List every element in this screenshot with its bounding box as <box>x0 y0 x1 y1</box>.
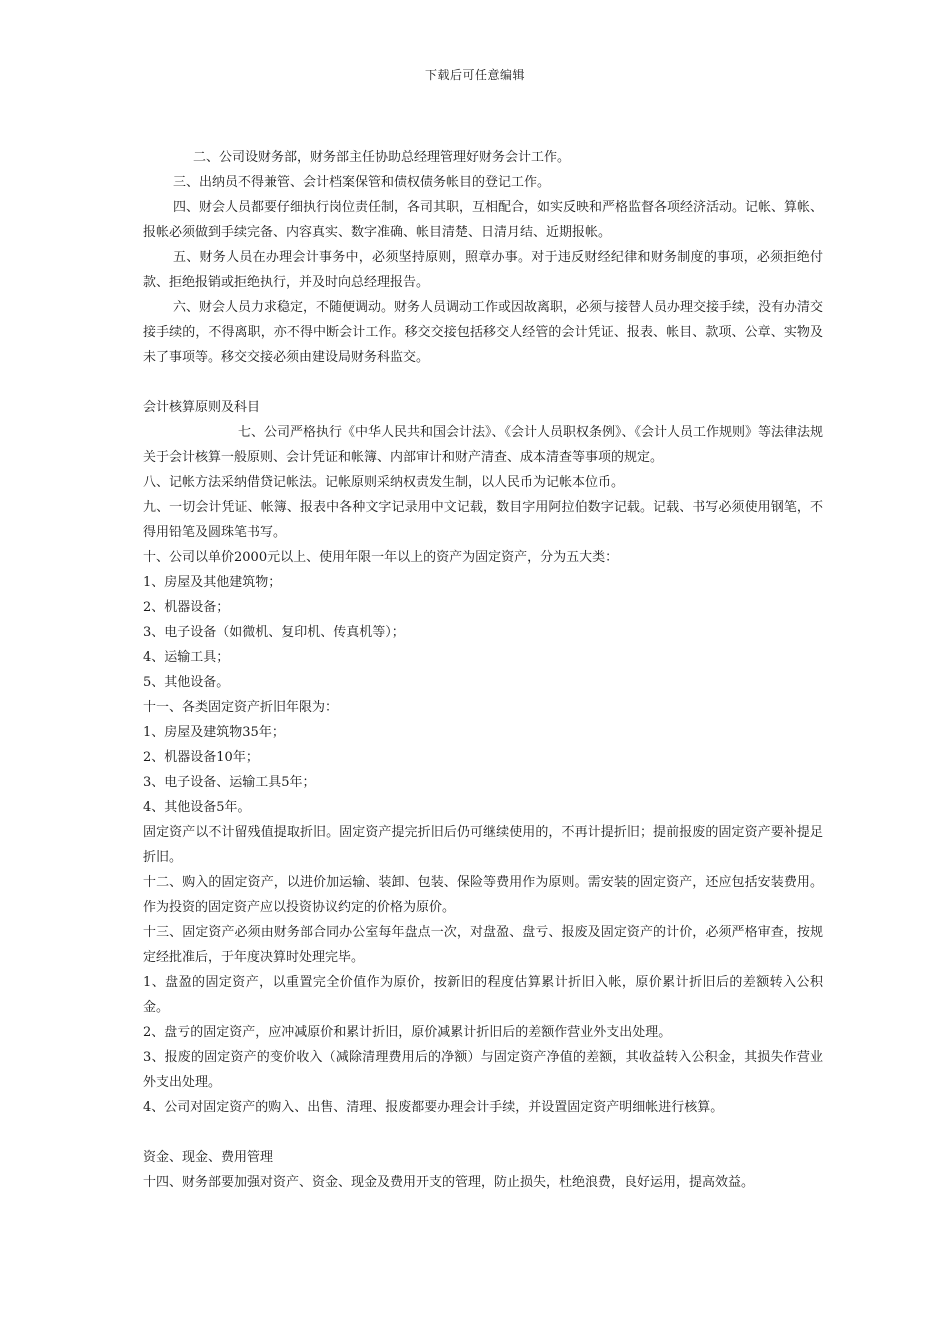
list-item: 3、电子设备（如微机、复印机、传真机等）； <box>143 625 405 640</box>
list-item: 4、公司对固定资产的购入、出售、清理、报废都要办理会计手续，并设置固定资产明细帐进行核算。 <box>143 1100 724 1115</box>
list-item: 2、机器设备； <box>143 600 230 615</box>
list-item: 2、盘亏的固定资产，应冲减原价和累计折旧，原价减累计折旧后的差额作营业外支出处理。 <box>143 1025 672 1040</box>
paragraph-5: 五、财务人员在办理会计事务中，必须坚持原则，照章办事。对于违反财经纪律和财务制度的事项，必须拒绝付款、拒绝报销或拒绝执行，并及时向总经理报告。 <box>143 250 823 290</box>
paragraph-6: 六、财会人员力求稳定，不随便调动。财务人员调动工作或因故离职，必须与接替人员办理交接手续，没有办清交接手续的，不得离职，亦不得中断会计工作。移交交接包括移交人经管的会计凭证、报表、帐目、款项、公章、实物及未了事项等。移交交接必须由建设局财务科监交。 <box>143 300 824 365</box>
document-body <box>143 145 823 1195</box>
paragraph-depreciation: 固定资产以不计留残值提取折旧。固定资产提完折旧后仍可继续使用的，不再计提折旧；提前报废的固定资产要补提足折旧。 <box>143 825 823 865</box>
paragraph-3: 三、出纳员不得兼管、会计档案保管和债权债务帐目的登记工作。 <box>173 175 551 190</box>
list-item: 3、报废的固定资产的变价收入（减除清理费用后的净额）与固定资产净值的差额，其收益转入公积金，其损失作营业外支出处理。 <box>143 1050 823 1090</box>
list-item: 1、盘盈的固定资产，以重置完全价值作为原价，按新旧的程度估算累计折旧入帐，原价累计折旧后的差额转入公积金。 <box>143 975 823 1015</box>
paragraph-9: 九、一切会计凭证、帐簿、报表中各种文字记录用中文记载，数目字用阿拉伯数字记载。记载、书写必须使用钢笔，不得用铅笔及圆珠笔书写。 <box>143 500 823 540</box>
list-item: 4、运输工具； <box>143 650 230 665</box>
paragraph-8: 八、记帐方法采纳借贷记帐法。记帐原则采纳权责发生制，以人民币为记帐本位币。 <box>143 475 625 490</box>
list-item: 1、房屋及建筑物35年； <box>143 725 285 740</box>
list-item: 1、房屋及其他建筑物； <box>143 575 282 590</box>
paragraph-11: 十一、各类固定资产折旧年限为： <box>143 700 339 715</box>
paragraph-10: 十、公司以单价2000元以上、使用年限一年以上的资产为固定资产，分为五大类： <box>143 550 619 565</box>
section-heading-accounting: 会计核算原则及科目 <box>143 400 261 415</box>
list-item: 5、其他设备。 <box>143 675 230 690</box>
page-header: 下载后可任意编辑 <box>424 68 525 82</box>
paragraph-13: 十三、固定资产必须由财务部合同办公室每年盘点一次，对盘盈、盘亏、报废及固定资产的计价，必须严格审查，按规定经批准后，于年度决算时处理完毕。 <box>143 925 823 965</box>
section-heading-funds: 资金、现金、费用管理 <box>143 1150 274 1165</box>
paragraph-7: 七、公司严格执行《中华人民共和国会计法》、《会计人员职权条例》、《会计人员工作规则》等法律法规关于会计核算一般原则、会计凭证和帐簿、内部审计和财产清查、成本清查等事项的规定。 <box>143 425 824 465</box>
list-item: 2、机器设备10年； <box>143 750 259 765</box>
list-item: 4、其他设备5年。 <box>143 800 251 815</box>
paragraph-2: 二、公司设财务部，财务部主任协助总经理管理好财务会计工作。 <box>193 150 571 165</box>
paragraph-4: 四、财会人员都要仔细执行岗位责任制，各司其职，互相配合，如实反映和严格监督各项经济活动。记帐、算帐、报帐必须做到手续完备、内容真实、数字准确、帐目清楚、日清月结、近期报帐。 <box>143 200 824 240</box>
paragraph-14: 十四、财务部要加强对资产、资金、现金及费用开支的管理，防止损失，杜绝浪费，良好运用，提高效益。 <box>143 1175 755 1190</box>
list-item: 3、电子设备、运输工具5年； <box>143 775 316 790</box>
paragraph-12: 十二、购入的固定资产，以进价加运输、装卸、包装、保险等费用作为原则。需安装的固定资产，还应包括安装费用。作为投资的固定资产应以投资协议约定的价格为原价。 <box>143 875 823 915</box>
